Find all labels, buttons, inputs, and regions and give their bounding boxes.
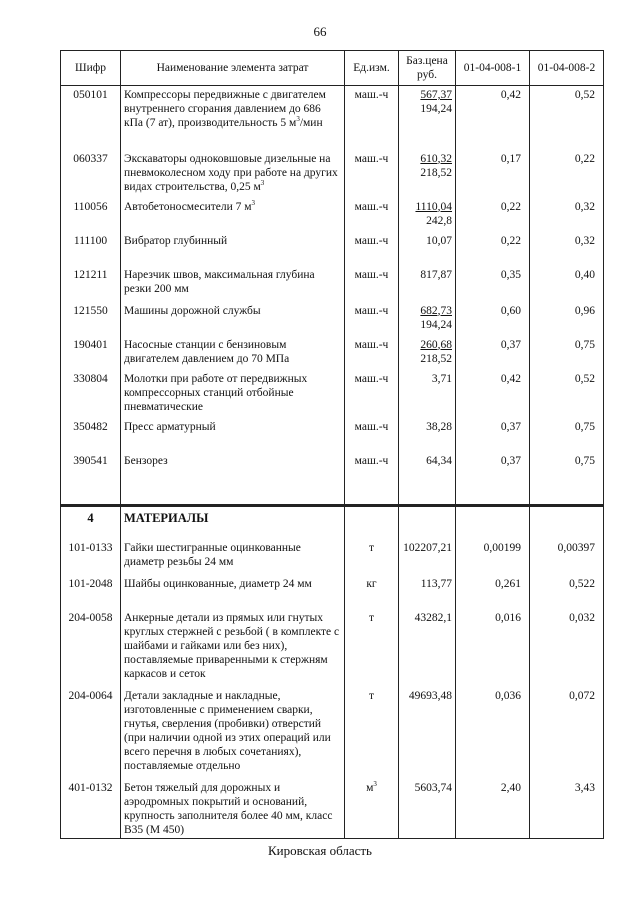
machine-name — [121, 370, 345, 418]
machine-row — [61, 452, 604, 492]
machine-price-value: 10,07 — [426, 234, 452, 247]
machine-code: 350482 — [61, 418, 121, 452]
machine-name — [121, 232, 345, 266]
machine-row — [61, 336, 604, 370]
material-row — [61, 575, 604, 609]
material-code: 101-2048 — [61, 575, 121, 609]
machine-code: 121550 — [61, 302, 121, 336]
footer-region: Кировская область — [267, 843, 372, 858]
machine-row — [61, 370, 604, 418]
material-norm-2: 0,00397 — [530, 539, 604, 575]
machine-row — [61, 150, 604, 198]
material-unit-sup: 3 — [373, 779, 377, 788]
material-norm-1: 0,016 — [456, 609, 530, 687]
machine-code: 190401 — [61, 336, 121, 370]
machine-price — [399, 198, 456, 232]
machine-name-text: Пресс арматурный — [124, 420, 216, 433]
machine-unit: маш.-ч — [345, 86, 399, 150]
material-unit-text: т — [368, 689, 375, 702]
header-norm-2: 01-04-008-2 — [530, 51, 604, 86]
machine-norm-1: 0,42 — [456, 86, 530, 150]
machine-name-text: Автобетоносмесители 7 м — [124, 200, 252, 213]
machine-norm-1: 0,37 — [456, 336, 530, 370]
machine-price-value: 817,87 — [420, 268, 452, 281]
table-header-row — [61, 51, 604, 86]
header-code: Шифр — [61, 51, 121, 86]
machine-price-sub: 218,52 — [420, 166, 452, 179]
material-norm-1: 2,40 — [456, 779, 530, 839]
machine-norm-2: 0,32 — [530, 198, 604, 232]
section-row — [61, 505, 604, 525]
machine-row — [61, 232, 604, 266]
machine-unit: маш.-ч — [345, 336, 399, 370]
material-norm-1: 0,261 — [456, 575, 530, 609]
material-norm-2: 0,522 — [530, 575, 604, 609]
spacer-row — [61, 492, 604, 506]
machine-price-sub: 194,24 — [420, 103, 452, 115]
material-norm-2: 0,032 — [530, 609, 604, 687]
machine-price-value: 1110,04 — [415, 200, 452, 213]
machine-price-value: 3,71 — [431, 372, 452, 385]
machine-name-sup: 3 — [251, 198, 256, 207]
machine-name-tail: /мин — [299, 117, 323, 129]
material-row — [61, 687, 604, 779]
material-name: Бетон тяжелый для дорожных и аэродромных покрытий и оснований, крупность заполнителя более 40 мм, класс В35 (М 450) — [121, 779, 345, 839]
machine-name-text: Молотки при работе от передвижных компрессорных станций отбойные пневматические — [124, 372, 308, 413]
machine-unit: маш.-ч — [345, 418, 399, 452]
spacer-row — [61, 525, 604, 539]
material-unit — [345, 609, 399, 687]
machine-code: 330804 — [61, 370, 121, 418]
material-price: 49693,48 — [399, 687, 456, 779]
material-unit — [345, 539, 399, 575]
machine-norm-2: 0,96 — [530, 302, 604, 336]
machine-price-value: 610,32 — [420, 152, 452, 165]
machine-unit: маш.-ч — [345, 266, 399, 302]
machine-code: 121211 — [61, 266, 121, 302]
machine-price-value: 682,73 — [420, 304, 452, 317]
machine-price-sub: 194,24 — [420, 318, 452, 331]
machine-unit: маш.-ч — [345, 370, 399, 418]
material-code: 204-0058 — [61, 609, 121, 687]
material-code: 101-0133 — [61, 539, 121, 575]
material-row — [61, 609, 604, 687]
machine-unit: маш.-ч — [345, 198, 399, 232]
machine-norm-2: 0,52 — [530, 370, 604, 418]
material-norm-1: 0,00199 — [456, 539, 530, 575]
page-number: 66 — [313, 24, 327, 39]
machine-name-text: Вибратор глубинный — [124, 234, 228, 247]
section-title: МАТЕРИАЛЫ — [121, 505, 345, 525]
machine-unit: маш.-ч — [345, 452, 399, 492]
machine-norm-1: 0,22 — [456, 198, 530, 232]
machine-code: 050101 — [61, 86, 121, 150]
machine-row — [61, 198, 604, 232]
machine-price — [399, 86, 456, 150]
header-norm-1: 01-04-008-1 — [456, 51, 530, 86]
machine-price-value: 567,37 — [420, 89, 452, 101]
header-price: Баз.цена руб. — [399, 51, 456, 86]
machine-price — [399, 302, 456, 336]
material-unit-text: т — [368, 541, 375, 554]
machine-name-text: Машины дорожной службы — [124, 304, 261, 317]
material-code: 401-0132 — [61, 779, 121, 839]
material-price: 43282,1 — [399, 609, 456, 687]
material-price: 5603,74 — [399, 779, 456, 839]
material-name: Детали закладные и накладные, изготовленные с применением сварки, гнутья, сверления (пробивки) отверстий (при наличии одной из этих операций или всего перечня в любых сочетаниях), поставляемые отдельно — [121, 687, 345, 779]
machine-norm-1: 0,17 — [456, 150, 530, 198]
material-name: Гайки шестигранные оцинкованные диаметр резьбы 24 мм — [121, 539, 345, 575]
machine-name-text: Экскаваторы одноковшовые дизельные на пневмоколесном ходу при работе на других видах строительства, 0,25 м — [124, 152, 338, 193]
material-price: 102207,21 — [399, 539, 456, 575]
material-name: Анкерные детали из прямых или гнутых круглых стержней с резьбой ( в комплекте с шайбами и гайками или без них), поставляемые приваренными к стержням каркасов и сеток — [121, 609, 345, 687]
machine-code: 110056 — [61, 198, 121, 232]
machine-name-text: Нарезчик швов, максимальная глубина резки 200 мм — [124, 268, 315, 295]
machine-price-value: 38,28 — [426, 420, 452, 433]
material-row — [61, 539, 604, 575]
section-code: 4 — [61, 505, 121, 525]
machine-price-sub: 242,8 — [426, 214, 452, 227]
machine-name — [121, 198, 345, 232]
machine-unit: маш.-ч — [345, 302, 399, 336]
material-unit-text: кг — [366, 577, 377, 590]
machine-price — [399, 370, 456, 418]
machine-norm-1: 0,42 — [456, 370, 530, 418]
machine-row — [61, 418, 604, 452]
machine-name-text: Бензорез — [124, 454, 168, 467]
material-norm-1: 0,036 — [456, 687, 530, 779]
machine-price — [399, 336, 456, 370]
machine-price — [399, 150, 456, 198]
material-name: Шайбы оцинкованные, диаметр 24 мм — [121, 575, 345, 609]
machine-row — [61, 266, 604, 302]
material-unit — [345, 687, 399, 779]
material-row — [61, 779, 604, 839]
machine-name — [121, 266, 345, 302]
machine-name — [121, 86, 345, 150]
table-body — [61, 86, 604, 839]
material-norm-2: 3,43 — [530, 779, 604, 839]
machine-norm-1: 0,60 — [456, 302, 530, 336]
machine-norm-1: 0,37 — [456, 452, 530, 492]
machine-price — [399, 266, 456, 302]
material-norm-2: 0,072 — [530, 687, 604, 779]
machine-unit: маш.-ч — [345, 150, 399, 198]
material-price: 113,77 — [399, 575, 456, 609]
material-unit — [345, 575, 399, 609]
machine-price-value: 260,68 — [420, 338, 452, 351]
machine-norm-2: 0,32 — [530, 232, 604, 266]
machine-name — [121, 336, 345, 370]
machine-code: 060337 — [61, 150, 121, 198]
machine-norm-2: 0,22 — [530, 150, 604, 198]
material-unit — [345, 779, 399, 839]
machine-name — [121, 302, 345, 336]
header-name: Наименование элемента затрат — [121, 51, 345, 86]
machine-norm-2: 0,75 — [530, 452, 604, 492]
material-unit-text: м — [366, 781, 374, 794]
machine-name-sup: 3 — [260, 178, 265, 187]
machine-norm-2: 0,75 — [530, 418, 604, 452]
machine-code: 390541 — [61, 452, 121, 492]
machine-norm-2: 0,40 — [530, 266, 604, 302]
machine-price — [399, 452, 456, 492]
machine-unit: маш.-ч — [345, 232, 399, 266]
machine-name — [121, 452, 345, 492]
machine-norm-1: 0,22 — [456, 232, 530, 266]
cost-elements-table — [60, 50, 604, 839]
machine-name — [121, 418, 345, 452]
machine-name — [121, 150, 345, 198]
header-unit: Ед.изм. — [345, 51, 399, 86]
machine-norm-2: 0,75 — [530, 336, 604, 370]
machine-name-text: Компрессоры передвижные с двигателем внутреннего сгорания давлением до 686 кПа (7 ат), производительность 5 м — [124, 89, 326, 129]
material-unit-text: т — [368, 611, 375, 624]
machine-price-value: 64,34 — [426, 454, 452, 467]
machine-price — [399, 418, 456, 452]
material-code: 204-0064 — [61, 687, 121, 779]
machine-norm-2: 0,52 — [530, 86, 604, 150]
machine-row — [61, 302, 604, 336]
machine-name-sup: 3 — [296, 115, 300, 124]
machine-norm-1: 0,35 — [456, 266, 530, 302]
machine-code: 111100 — [61, 232, 121, 266]
machine-row — [61, 86, 604, 150]
machine-price — [399, 232, 456, 266]
machine-name-text: Насосные станции с бензиновым двигателем давлением до 70 МПа — [124, 338, 290, 365]
machine-price-sub: 218,52 — [420, 352, 452, 365]
machine-norm-1: 0,37 — [456, 418, 530, 452]
